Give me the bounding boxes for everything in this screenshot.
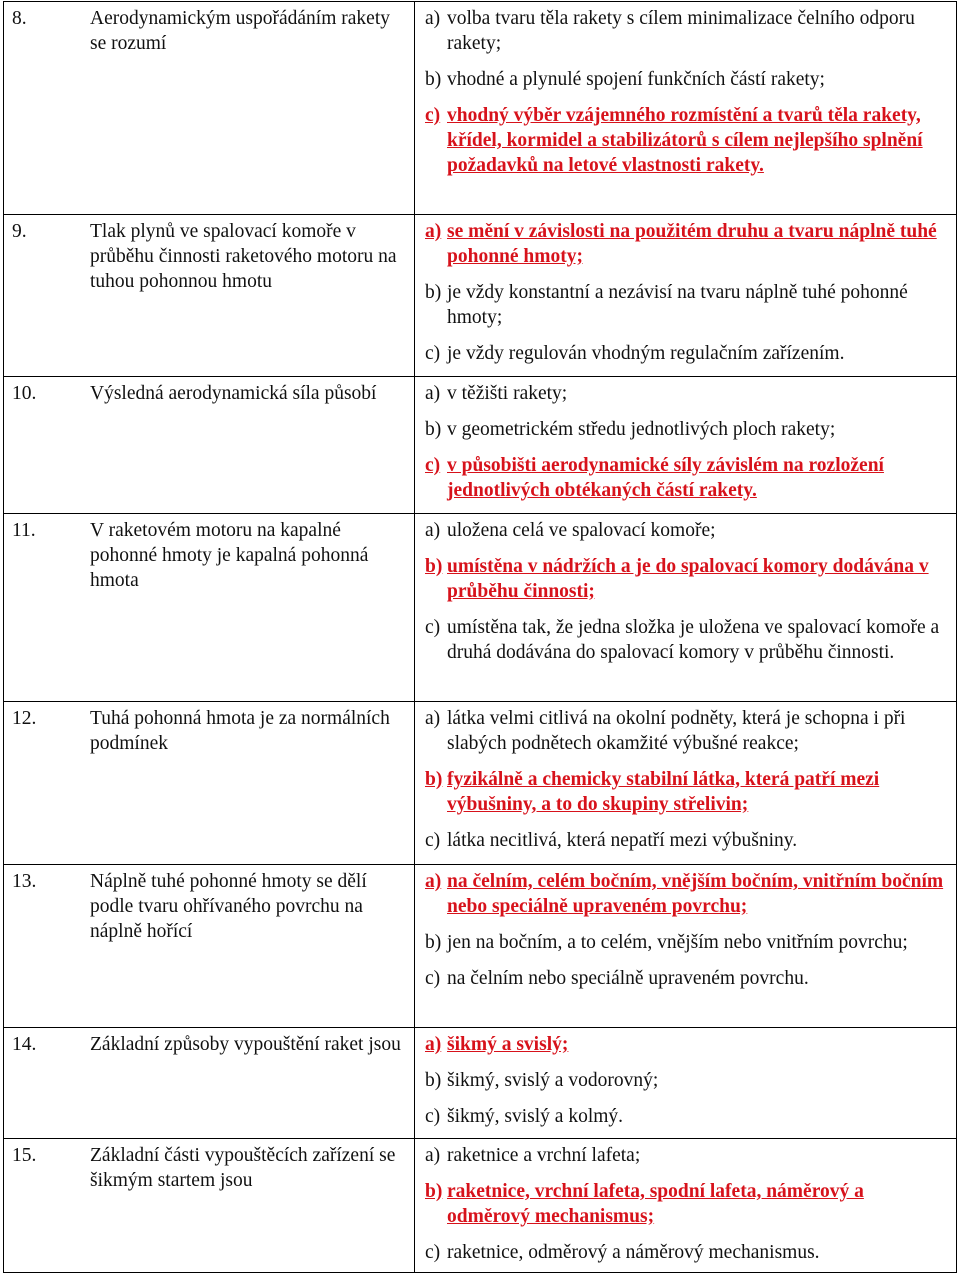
answer-text: raketnice a vrchní lafeta; bbox=[447, 1145, 641, 1166]
question-number: 8. bbox=[12, 8, 27, 29]
question-cell bbox=[4, 1139, 415, 1273]
answer-text: v geometrickém středu jednotlivých ploch rakety; bbox=[447, 419, 836, 440]
question-number: 11. bbox=[12, 520, 36, 541]
answer-letter: a) bbox=[425, 1145, 441, 1166]
answer-option bbox=[425, 417, 944, 442]
answer-letter: b) bbox=[425, 1181, 443, 1202]
answer-letter: c) bbox=[425, 105, 441, 126]
answers-cell bbox=[415, 514, 957, 702]
answer-letter: c) bbox=[425, 455, 441, 476]
question-text: Výsledná aerodynamická síla působí bbox=[90, 383, 377, 404]
answer-option bbox=[425, 103, 944, 178]
answer-letter: b) bbox=[425, 932, 442, 953]
question-cell bbox=[4, 2, 415, 215]
answer-letter: c) bbox=[425, 1106, 441, 1127]
answer-text: na čelním nebo speciálně upraveném povrchu. bbox=[447, 968, 809, 989]
answer-letter: c) bbox=[425, 830, 441, 851]
question-number: 9. bbox=[12, 221, 27, 242]
answer-text: jen na bočním, a to celém, vnějším nebo vnitřním povrchu; bbox=[447, 932, 908, 953]
answer-letter: b) bbox=[425, 1070, 442, 1091]
answer-letter: b) bbox=[425, 282, 442, 303]
answer-option bbox=[425, 280, 944, 330]
question-row bbox=[4, 702, 957, 865]
answer-text: šikmý a svislý; bbox=[447, 1034, 569, 1055]
answer-letter: a) bbox=[425, 1034, 442, 1055]
answer-option bbox=[425, 341, 944, 366]
question-row bbox=[4, 2, 957, 215]
answer-text: vhodné a plynulé spojení funkčních částí rakety; bbox=[447, 69, 825, 90]
answer-letter: c) bbox=[425, 343, 441, 364]
answers-cell bbox=[415, 1139, 957, 1273]
answer-text: fyzikálně a chemicky stabilní látka, která patří mezi výbušniny, a to do skupiny střelivin; bbox=[447, 769, 880, 815]
answer-option bbox=[425, 67, 944, 92]
question-row bbox=[4, 514, 957, 702]
answer-option bbox=[425, 554, 944, 604]
question-text: Tuhá pohonná hmota je za normálních podmínek bbox=[90, 708, 390, 754]
answer-letter: a) bbox=[425, 8, 441, 29]
question-number: 15. bbox=[12, 1145, 37, 1166]
question-text: Základní způsoby vypouštění raket jsou bbox=[90, 1034, 401, 1055]
answer-option bbox=[425, 966, 944, 991]
question-number: 10. bbox=[12, 383, 37, 404]
answer-option bbox=[425, 615, 944, 665]
question-text: V raketovém motoru na kapalné pohonné hmoty je kapalná pohonná hmota bbox=[90, 520, 369, 591]
question-text: Aerodynamickým uspořádáním rakety se rozumí bbox=[90, 8, 390, 54]
answer-option bbox=[425, 869, 944, 919]
answer-letter: c) bbox=[425, 968, 441, 989]
answer-option bbox=[425, 1179, 944, 1229]
answer-letter: a) bbox=[425, 221, 442, 242]
question-number: 14. bbox=[12, 1034, 37, 1055]
answer-text: je vždy regulován vhodným regulačním zařízením. bbox=[447, 343, 845, 364]
answer-letter: c) bbox=[425, 617, 441, 638]
question-cell bbox=[4, 702, 415, 865]
answers-cell bbox=[415, 215, 957, 377]
answer-text: v těžišti rakety; bbox=[447, 383, 568, 404]
question-cell bbox=[4, 865, 415, 1028]
answer-text: uložena celá ve spalovací komoře; bbox=[447, 520, 716, 541]
question-cell bbox=[4, 377, 415, 514]
answer-letter: c) bbox=[425, 1242, 441, 1263]
answer-option bbox=[425, 1104, 944, 1129]
answer-option bbox=[425, 828, 944, 853]
answers-cell bbox=[415, 377, 957, 514]
answer-option bbox=[425, 930, 944, 955]
answer-option bbox=[425, 767, 944, 817]
question-row bbox=[4, 215, 957, 377]
question-row bbox=[4, 865, 957, 1028]
answer-text: se mění v závislosti na použitém druhu a tvaru náplně tuhé pohonné hmoty; bbox=[447, 221, 937, 267]
answer-letter: a) bbox=[425, 871, 442, 892]
question-cell bbox=[4, 1028, 415, 1139]
answers-cell bbox=[415, 865, 957, 1028]
answer-text: v působišti aerodynamické síly závislém na rozložení jednotlivých obtékaných částí rakety. bbox=[447, 455, 884, 501]
answer-option bbox=[425, 1240, 944, 1265]
question-number: 13. bbox=[12, 871, 37, 892]
question-cell bbox=[4, 215, 415, 377]
question-text: Tlak plynů ve spalovací komoře v průběhu činnosti raketového motoru na tuhou pohonnou hmotu bbox=[90, 221, 397, 292]
answers-cell bbox=[415, 2, 957, 215]
answer-text: raketnice, vrchní lafeta, spodní lafeta, náměrový a odměrový mechanismus; bbox=[447, 1181, 864, 1227]
answer-letter: a) bbox=[425, 520, 441, 541]
answer-text: raketnice, odměrový a náměrový mechanismus. bbox=[447, 1242, 820, 1263]
answer-text: šikmý, svislý a kolmý. bbox=[447, 1106, 624, 1127]
question-text: Náplně tuhé pohonné hmoty se dělí podle tvaru ohřívaného povrchu na náplně hořící bbox=[90, 871, 367, 942]
answer-option bbox=[425, 6, 944, 56]
question-number: 12. bbox=[12, 708, 37, 729]
answer-text: látka velmi citlivá na okolní podněty, která je schopna i při slabých podnětech okamžité výbušné reakce; bbox=[447, 708, 906, 754]
question-cell bbox=[4, 514, 415, 702]
answer-letter: b) bbox=[425, 556, 443, 577]
answer-option bbox=[425, 1143, 944, 1168]
answer-text: je vždy konstantní a nezávisí na tvaru náplně tuhé pohonné hmoty; bbox=[447, 282, 908, 328]
answer-option bbox=[425, 1032, 944, 1057]
answer-letter: a) bbox=[425, 383, 441, 404]
answer-option bbox=[425, 219, 944, 269]
answer-option bbox=[425, 706, 944, 756]
answer-option bbox=[425, 381, 944, 406]
answer-option bbox=[425, 1068, 944, 1093]
answer-option bbox=[425, 518, 944, 543]
answers-cell bbox=[415, 1028, 957, 1139]
answer-text: umístěna v nádržích a je do spalovací komory dodávána v průběhu činnosti; bbox=[447, 556, 929, 602]
quiz-table bbox=[3, 1, 957, 1273]
question-text: Základní části vypouštěcích zařízení se šikmým startem jsou bbox=[90, 1145, 396, 1191]
answer-text: volba tvaru těla rakety s cílem minimalizace čelního odporu rakety; bbox=[447, 8, 915, 54]
answer-letter: b) bbox=[425, 769, 443, 790]
answer-option bbox=[425, 453, 944, 503]
question-row bbox=[4, 1139, 957, 1273]
answer-letter: b) bbox=[425, 69, 442, 90]
answer-text: umístěna tak, že jedna složka je uložena ve spalovací komoře a druhá dodávána do spalovací komory v průběhu činnosti. bbox=[447, 617, 940, 663]
answer-text: šikmý, svislý a vodorovný; bbox=[447, 1070, 659, 1091]
answer-letter: b) bbox=[425, 419, 442, 440]
answer-letter: a) bbox=[425, 708, 441, 729]
answers-cell bbox=[415, 702, 957, 865]
answer-text: vhodný výběr vzájemného rozmístění a tvarů těla rakety, křídel, kormidel a stabilizátorů s cílem nejlepšího splnění požadavků na letové vlastnosti rakety. bbox=[447, 105, 923, 176]
question-row bbox=[4, 377, 957, 514]
question-row bbox=[4, 1028, 957, 1139]
answer-text: na čelním, celém bočním, vnějším bočním, vnitřním bočním nebo speciálně upraveném povrchu; bbox=[447, 871, 944, 917]
answer-text: látka necitlivá, která nepatří mezi výbušniny. bbox=[447, 830, 798, 851]
